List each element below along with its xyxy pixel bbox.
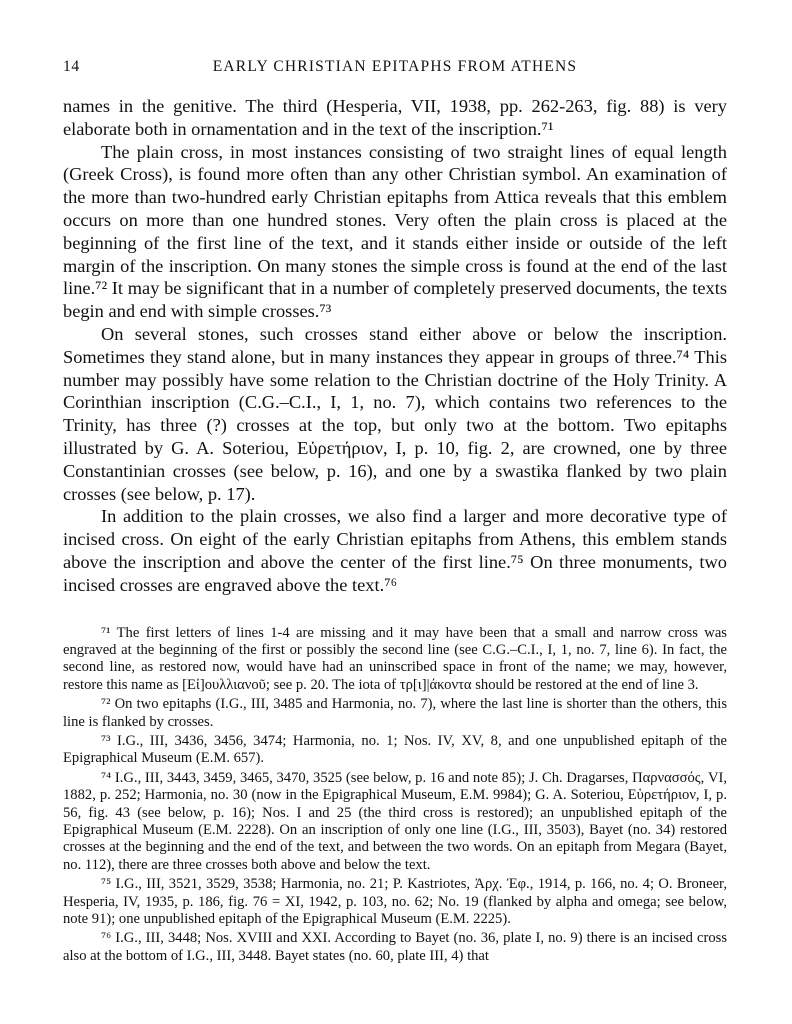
footnote-71: ⁷¹ The first letters of lines 1-4 are missing and it may have been that a small and narrow cross was engraved at the beginning of the first or possibly the second line (see C.G.–C.I., I, 1, no. 7, line 6). In fact, the second line, as restored now, would have had an uninscribed space in front of the name; we may, however, restore this name as [Εἰ]ουλλιανοῦ; see p. 20. The iota of τρ[ι]|άκοντα should be restored at the end of line 3. — [63, 624, 727, 693]
paragraph-2: The plain cross, in most instances consisting of two straight lines of equal length (Greek Cross), is found more often than any other Christian symbol. An examination of the more than two-hundred early Christian epitaphs from Attica reveals that this emblem occurs on more than one hundred stones. Very often the plain cross is placed at the beginning of the first line of the text, and it stands either inside or outside of the left margin of the inscription. On many stones the simple cross is found at the end of the last line.⁷² It may be significant that in a number of completely preserved documents, the texts begin and end with simple crosses.⁷³ — [63, 141, 727, 322]
running-title: EARLY CHRISTIAN EPITAPHS FROM ATHENS — [212, 58, 578, 75]
footnote-76: ⁷⁶ I.G., III, 3448; Nos. XVIII and XXI. According to Bayet (no. 36, plate I, no. 9) there is an incised cross also at the bottom of I.G., III, 3448. Bayet states (no. 60, plate III, 4) that — [63, 930, 727, 964]
paragraph-4: In addition to the plain crosses, we also find a larger and more decorative type of incised cross. On eight of the early Christian epitaphs from Athens, this emblem stands above the inscription and above the center of the first line.⁷⁵ On three monuments, two incised crosses are engraved above the text.⁷⁶ — [63, 506, 727, 595]
footnotes — [63, 625, 727, 966]
running-header — [63, 58, 727, 82]
paragraph-3: On several stones, such crosses stand either above or below the inscription. Sometimes they stand alone, but in many instances they appear in groups of three.⁷⁴ This number may possibly have some relation to the Christian doctrine of the Holy Trinity. A Corinthian inscription (C.G.–C.I., I, 1, no. 7), which contains two references to the Trinity, has three (?) crosses at the top, but only two at the bottom. Two epitaphs illustrated by G. A. Soteriou, Εὑρετήριον, I, p. 10, fig. 2, are crowned, one by three Constantinian crosses (see below, p. 16), and one by a swastika flanked by two plain crosses (see below, p. 17). — [63, 323, 727, 504]
footnote-73: ⁷³ I.G., III, 3436, 3456, 3474; Harmonia, no. 1; Nos. IV, XV, 8, and one unpublished epitaph of the Epigraphical Museum (E.M. 657). — [63, 732, 727, 767]
footnote-74: ⁷⁴ I.G., III, 3443, 3459, 3465, 3470, 3525 (see below, p. 16 and note 85); J. Ch. Dragarses, Παρνασσός, VI, 1882, p. 252; Harmonia, no. 30 (now in the Epigraphical Museum, E.M. 9984); G. A. Soteriou, Εὑρετήριον, I, p. 56, fig. 43 (see below, p. 16); Nos. I and 25 (the third cross is restored); an unpublished epitaph of the Epigraphical Museum (E.M. 2228). On an inscription of only one line (I.G., III, 3503), Bayet (no. 34) restored crosses at the beginning and the end of the text, and between the two words. On an epitaph from Megara (Bayet, no. 112), there are three crosses both above and below the text. — [63, 769, 727, 873]
page-number: 14 — [63, 58, 80, 75]
paragraph-1: names in the genitive. The third (Hesperia, VII, 1938, pp. 262-263, fig. 88) is very elaborate both in ornamentation and in the text of the inscription.⁷¹ — [63, 96, 727, 139]
body-text — [63, 95, 727, 597]
footnote-75: ⁷⁵ I.G., III, 3521, 3529, 3538; Harmonia, no. 21; P. Kastriotes, Ἀρχ. Ἐφ., 1914, p. 166, no. 4; O. Broneer, Hesperia, IV, 1935, p. 186, fig. 76 = XI, 1942, p. 103, no. 62; No. 19 (flanked by alpha and omega; see below, note 91); one unpublished epitaph of the Epigraphical Museum (E.M. 2225). — [63, 876, 727, 928]
page — [63, 58, 727, 967]
footnote-72: ⁷² On two epitaphs (I.G., III, 3485 and Harmonia, no. 7), where the last line is shorter than the others, this line is flanked by crosses. — [63, 696, 727, 730]
